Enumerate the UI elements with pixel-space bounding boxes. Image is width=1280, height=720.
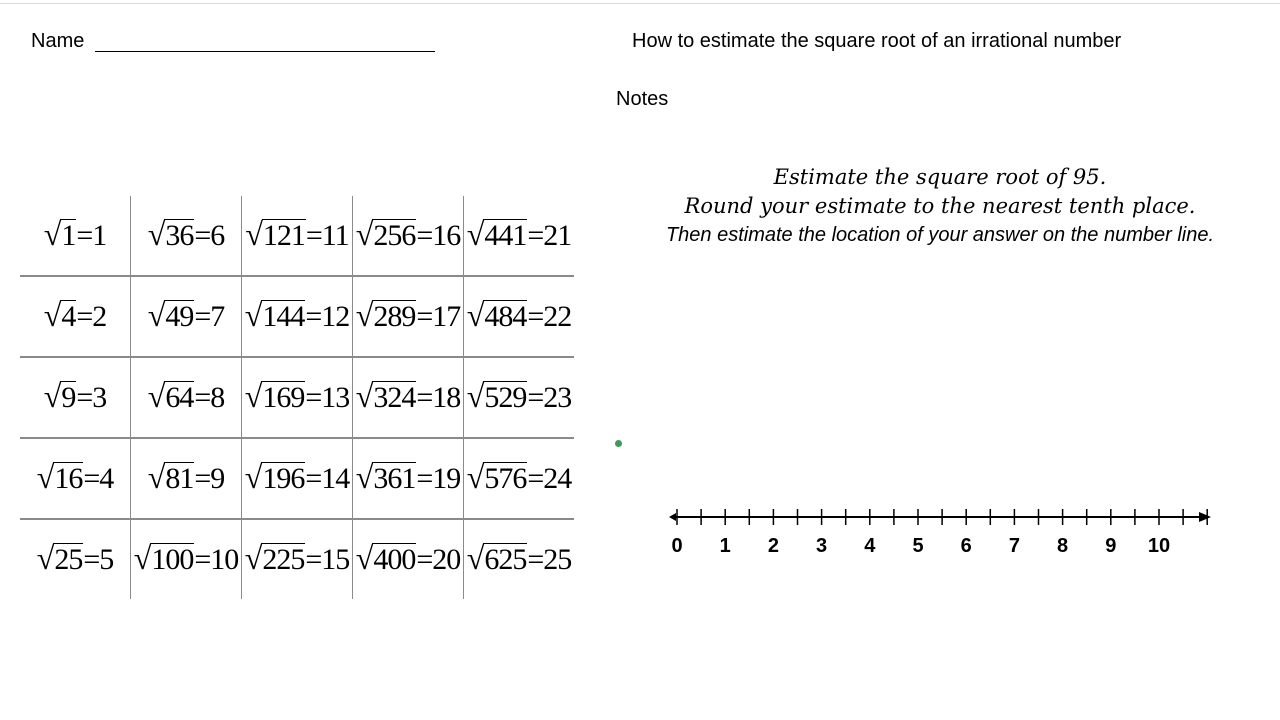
equals-sign: = [527,300,544,333]
radicand: 169 [262,381,305,414]
equals-sign: = [194,462,211,495]
equals-sign: = [416,462,433,495]
root-result: 10 [210,543,239,576]
radicand: 36 [165,219,194,252]
radical-sign-icon: √ [147,297,165,333]
square-root-cell [353,438,464,519]
equals-sign: = [305,300,322,333]
radicand: 361 [373,462,416,495]
square-root-cell [464,276,575,357]
square-root-cell [20,196,131,276]
square-root-expression [356,461,460,496]
root-result: 5 [99,543,114,576]
radical-sign-icon: √ [147,216,165,252]
radicand: 1 [61,219,76,252]
number-line-label: 7 [1008,535,1020,557]
equals-sign: = [527,381,544,414]
equals-sign: = [194,219,211,252]
square-root-expression [467,299,571,334]
perfect-squares-table [20,196,574,599]
square-root-expression [37,542,113,577]
equals-sign: = [416,543,433,576]
radicand: 400 [373,543,416,576]
equals-sign: = [416,300,433,333]
equals-sign: = [76,381,93,414]
number-line-arrow-icon [1199,512,1211,522]
square-root-cell [131,276,242,357]
root-result: 18 [432,381,461,414]
table-row [20,357,574,438]
equals-sign: = [305,381,322,414]
square-root-cell [464,438,575,519]
number-line-label: 9 [1105,535,1117,557]
square-root-cell [464,196,575,276]
equals-sign: = [194,300,211,333]
equals-sign: = [194,543,211,576]
square-root-expression [467,542,571,577]
radicand: 289 [373,300,416,333]
radical-sign-icon: √ [244,459,262,495]
square-root-cell [353,519,464,599]
root-result: 4 [99,462,114,495]
square-root-expression [148,461,224,496]
radicand: 484 [484,300,527,333]
root-result: 13 [321,381,350,414]
square-root-cell [353,357,464,438]
root-result: 22 [543,300,572,333]
square-root-expression [245,299,349,334]
radicand: 9 [61,381,76,414]
square-root-expression [467,461,571,496]
radicand: 25 [54,543,83,576]
radicand: 196 [262,462,305,495]
radicand: 4 [61,300,76,333]
radical-sign-icon: √ [355,378,373,414]
square-root-cell [353,276,464,357]
name-blank-line[interactable] [95,51,435,52]
problem-prompt [622,163,1258,250]
radical-sign-icon: √ [147,459,165,495]
root-result: 7 [210,300,225,333]
number-line-left-arrow-icon [669,513,676,521]
radical-sign-icon: √ [355,297,373,333]
root-result: 16 [432,219,461,252]
number-line-label: 4 [864,535,876,557]
square-root-cell [131,519,242,599]
square-root-expression [245,380,349,415]
table-row [20,438,574,519]
radicand: 441 [484,219,527,252]
root-result: 25 [543,543,572,576]
worksheet-title: How to estimate the square root of an irrational number [632,30,1122,52]
number-line-label: 1 [719,535,731,557]
square-root-cell [242,357,353,438]
number-line [660,500,1230,570]
radicand: 576 [484,462,527,495]
radical-sign-icon: √ [133,540,151,576]
square-root-expression [356,542,460,577]
square-root-cell [242,276,353,357]
square-root-cell [242,196,353,276]
radical-sign-icon: √ [245,216,262,252]
square-root-expression [356,299,460,334]
number-line-label: 5 [912,535,924,557]
root-result: 17 [432,300,461,333]
equals-sign: = [305,462,322,495]
table-row [20,519,574,599]
square-root-cell [20,438,131,519]
root-result: 11 [321,219,349,252]
square-root-cell [242,519,353,599]
square-root-expression [467,218,571,253]
prompt-line-3: Then estimate the location of your answer on the number line. [665,224,1215,246]
equals-sign: = [83,462,100,495]
square-root-expression [44,218,106,253]
root-result: 6 [210,219,225,252]
square-root-expression [148,218,224,253]
number-line-label: 8 [1057,535,1069,557]
square-root-cell [464,357,575,438]
equals-sign: = [76,219,93,252]
root-result: 23 [543,381,572,414]
square-root-expression [44,380,106,415]
root-result: 24 [543,462,572,495]
radical-sign-icon: √ [43,378,61,414]
radical-sign-icon: √ [244,540,262,576]
root-result: 20 [432,543,461,576]
radical-sign-icon: √ [36,540,54,576]
root-result: 1 [92,219,107,252]
square-root-cell [353,196,464,276]
square-root-cell [20,276,131,357]
radicand: 324 [373,381,416,414]
square-root-expression [44,299,106,334]
square-root-expression [37,461,113,496]
root-result: 14 [321,462,350,495]
square-root-cell [131,438,242,519]
root-result: 19 [432,462,461,495]
cursor-dot [615,440,622,447]
number-line-label: 6 [960,535,972,557]
root-result: 15 [321,543,350,576]
radical-sign-icon: √ [147,378,165,414]
number-line-label: 3 [816,535,828,557]
radicand: 16 [54,462,83,495]
equals-sign: = [527,543,544,576]
root-result: 9 [210,462,225,495]
table-row [20,276,574,357]
radical-sign-icon: √ [355,540,373,576]
square-root-cell [20,519,131,599]
square-root-cell [464,519,575,599]
radical-sign-icon: √ [466,459,484,495]
radical-sign-icon: √ [36,459,54,495]
square-root-expression [148,299,224,334]
prompt-line-1: Estimate the square root of 95. [773,165,1107,189]
number-line-label: 10 [1147,535,1171,557]
square-root-expression [356,218,460,253]
root-result: 8 [210,381,225,414]
root-result: 21 [543,219,572,252]
radicand: 144 [262,300,305,333]
radicand: 256 [373,219,416,252]
radical-sign-icon: √ [244,297,262,333]
equals-sign: = [416,219,433,252]
top-border [0,3,1280,4]
square-root-cell [131,357,242,438]
square-root-cell [20,357,131,438]
name-label: Name [31,30,85,52]
radical-sign-icon: √ [466,540,484,576]
radical-sign-icon: √ [355,459,373,495]
number-line-label: 0 [671,535,683,557]
radical-sign-icon: √ [43,216,61,252]
radicand: 625 [484,543,527,576]
notes-label: Notes [616,88,669,110]
radical-sign-icon: √ [466,378,484,414]
square-root-expression [245,218,348,253]
prompt-line-2: Round your estimate to the nearest tenth place. [684,194,1196,218]
equals-sign: = [194,381,211,414]
root-result: 3 [92,381,107,414]
equals-sign: = [83,543,100,576]
radicand: 64 [165,381,194,414]
equals-sign: = [305,219,322,252]
equals-sign: = [527,462,544,495]
radicand: 100 [151,543,194,576]
equals-sign: = [527,219,544,252]
radical-sign-icon: √ [466,216,484,252]
radicand: 49 [165,300,194,333]
square-root-expression [134,542,238,577]
radicand: 121 [262,219,305,252]
number-line-label: 2 [767,535,779,557]
radical-sign-icon: √ [466,297,484,333]
square-root-expression [356,380,460,415]
radicand: 529 [484,381,527,414]
equals-sign: = [305,543,322,576]
radical-sign-icon: √ [43,297,61,333]
square-root-expression [467,380,571,415]
square-root-expression [245,461,349,496]
root-result: 12 [321,300,350,333]
square-root-cell [242,438,353,519]
square-root-expression [148,380,224,415]
radicand: 225 [262,543,305,576]
root-result: 2 [92,300,107,333]
equals-sign: = [76,300,93,333]
radicand: 81 [165,462,194,495]
table-row [20,196,574,276]
radical-sign-icon: √ [355,216,373,252]
radical-sign-icon: √ [244,378,262,414]
equals-sign: = [416,381,433,414]
square-root-cell [131,196,242,276]
square-root-expression [245,542,349,577]
